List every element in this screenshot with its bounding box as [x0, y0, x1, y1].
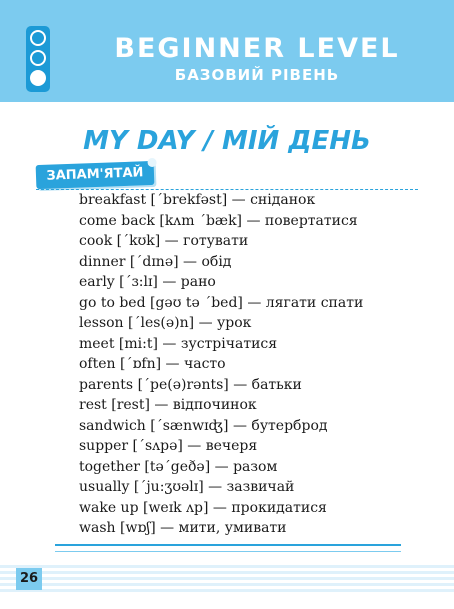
topic-title: MY DAY / МІЙ ДЕНЬ [83, 126, 371, 156]
footer-band [0, 565, 454, 595]
level-indicator [26, 26, 50, 92]
level-dot-empty-icon [30, 70, 46, 86]
level-title: BEGINNER LEVEL [114, 33, 400, 64]
vocabulary-item: together [təˊgeðə] — разом [79, 458, 278, 475]
divider [55, 544, 401, 546]
vocabulary-item: often [ˊɒfn] — часто [79, 356, 226, 372]
level-subtitle: БАЗОВИЙ РІВЕНЬ [174, 66, 340, 84]
vocabulary-item: sandwich [ˊsænwɪʤ] — бутерброд [79, 417, 328, 434]
page-header [0, 0, 454, 102]
vocabulary-item: usually [ˊju:ʒʊəlɪ] — зазвичай [79, 479, 295, 495]
vocabulary-item: parents [ˊpe(ə)rənts] — батьки [79, 376, 302, 393]
vocabulary-item: early [ˊɜ:lɪ] — рано [79, 274, 216, 290]
vocabulary-item: supper [ˊsʌpə] — вечеря [79, 438, 258, 454]
vocabulary-item: breakfast [ˊbrekfəst] — сніданок [79, 192, 316, 208]
vocabulary-item: wash [wɒʃ] — мити, умивати [79, 520, 287, 536]
level-dot-filled-icon [30, 30, 46, 46]
vocabulary-item: dinner [ˊdɪnə] — обід [79, 253, 232, 270]
page-number: 26 [16, 568, 42, 590]
vocabulary-item: go to bed [gəʊ tə ˊbed] — лягати спати [79, 294, 364, 311]
remember-tag [36, 161, 155, 189]
vocabulary-item: lesson [ˊles(ə)n] — урок [79, 315, 252, 331]
remember-label: ЗАПАМ'ЯТАЙ [46, 165, 144, 184]
vocabulary-item: rest [rest] — відпочинок [79, 397, 257, 413]
vocabulary-item: cook [ˊkʊk] — готувати [79, 233, 249, 249]
level-dot-filled-icon [30, 50, 46, 66]
vocabulary-list [79, 190, 363, 539]
vocabulary-item: come back [kʌm ˊbæk] — повертатися [79, 212, 358, 229]
divider [55, 551, 401, 552]
vocabulary-item: wake up [weɪk ʌp] — прокидатися [79, 499, 327, 516]
tag-fold-icon [147, 158, 156, 167]
vocabulary-item: meet [mi:t] — зустрічатися [79, 335, 278, 352]
